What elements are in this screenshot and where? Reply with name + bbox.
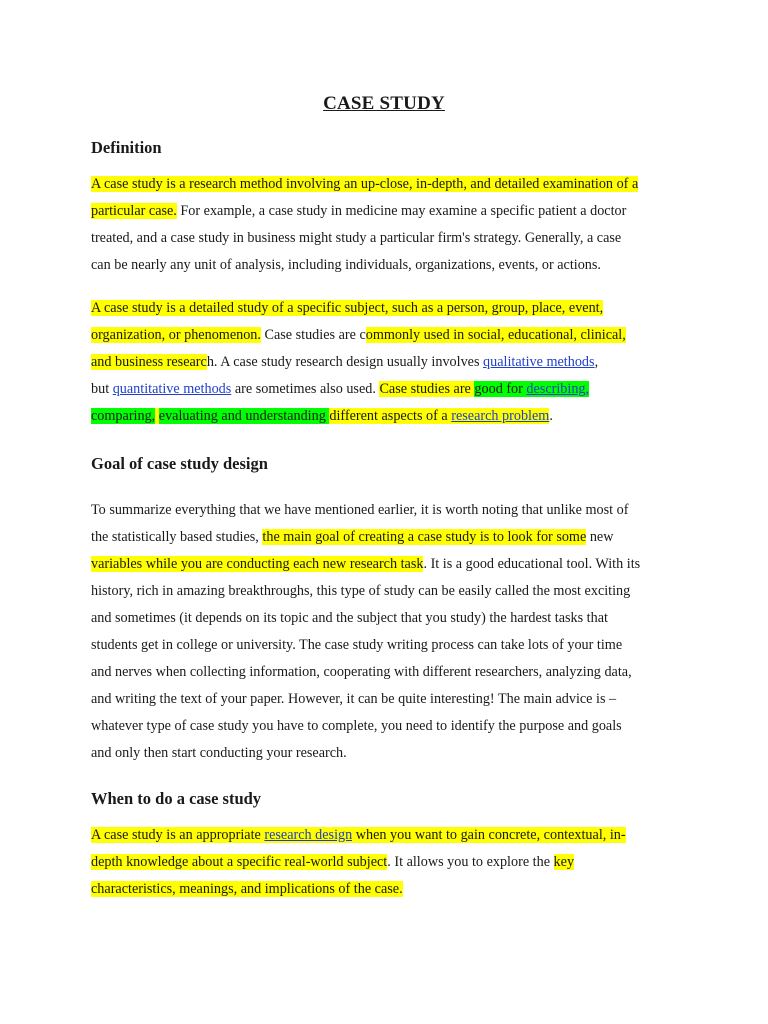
text-line: and writing the text of your paper. However, it can be quite interesting! The main advice is – [91,691,617,707]
green-highlighted-text: comparing, [91,408,156,424]
text-line [91,354,598,371]
highlighted-text: and business researc [91,354,207,370]
text-line: whatever type of case study you have to complete, you need to identify the purpose and goals [91,718,622,734]
text-line [91,556,640,573]
highlighted-text: A case study is a detailed study of a specific subject, such as a person, group, place, event, [91,300,604,316]
page-title: CASE STUDY [323,93,445,114]
body-text: Case studies are c [260,327,366,343]
text-line [91,827,626,844]
body-text: the statistically based studies, [91,529,263,545]
research-design-link[interactable]: research design [264,827,353,843]
definition-heading: Definition [91,138,162,157]
highlighted-text: particular case. [91,203,177,219]
highlighted-text: different aspects of a [329,408,452,424]
body-text: but [91,381,113,397]
when-heading: When to do a case study [91,789,262,808]
text-line [91,300,603,317]
goal-heading: Goal of case study design [91,454,268,473]
body-text: . [549,408,553,424]
text-line [91,881,403,898]
highlighted-text: A case study is a research method involving an up-close, in-depth, and detailed examination of a [91,176,639,192]
highlighted-text: characteristics, meanings, and implications of the case. [91,881,403,897]
text-line [91,381,589,398]
text-line: To summarize everything that we have mentioned earlier, it is worth noting that unlike most of [91,502,629,518]
describing-link[interactable]: describing, [526,381,590,397]
body-text: h. A case study research design usually involves [206,354,484,370]
text-line [91,854,574,871]
text-line [91,327,626,344]
highlighted-text: when you want to gain concrete, contextual, in- [352,827,626,843]
body-text: are sometimes also used. [231,381,380,397]
text-line [91,408,553,425]
text-line [91,529,613,546]
text-line: students get in college or university. The case study writing process can take lots of your time [91,637,623,653]
body-text: For example, a case study in medicine may examine a specific patient a doctor [176,203,627,219]
text-line: and nerves when collecting information, cooperating with different researchers, analyzing data, [91,664,632,680]
text-line: history, rich in amazing breakthroughs, this type of study can be easily called the most exciting [91,583,631,599]
text-line: can be nearly any unit of analysis, including individuals, organizations, events, or actions. [91,257,601,273]
highlighted-text: key [553,854,575,870]
highlighted-text: ommonly used in social, educational, clinical, [365,327,626,343]
text-line [91,176,638,193]
green-highlighted-text: good for [474,381,527,397]
body-text: , [594,354,599,370]
body-text: new [586,529,614,545]
highlighted-text: the main goal of creating a case study is to look for some [262,529,587,545]
text-line: treated, and a case study in business might study a particular firm's strategy. Generally, a case [91,230,622,246]
text-line [91,203,626,220]
highlighted-text: Case studies are [379,381,475,397]
body-text: . It allows you to explore the [387,854,554,870]
research-problem-link[interactable]: research problem [451,408,550,424]
text-line: and only then start conducting your research. [91,745,347,761]
highlighted-text: organization, or phenomenon. [91,327,261,343]
qualitative-methods-link[interactable]: qualitative methods [483,354,595,370]
quantitative-methods-link[interactable]: quantitative methods [112,381,232,397]
highlighted-text: depth knowledge about a specific real-world subject [91,854,388,870]
text-line: and sometimes (it depends on its topic and the subject that you study) the hardest tasks that [91,610,608,626]
body-text: . It is a good educational tool. With its [423,556,641,572]
highlighted-text: A case study is an appropriate [91,827,265,843]
highlighted-text: variables while you are conducting each new research task [91,556,424,572]
green-highlighted-text: evaluating and understanding [158,408,330,424]
